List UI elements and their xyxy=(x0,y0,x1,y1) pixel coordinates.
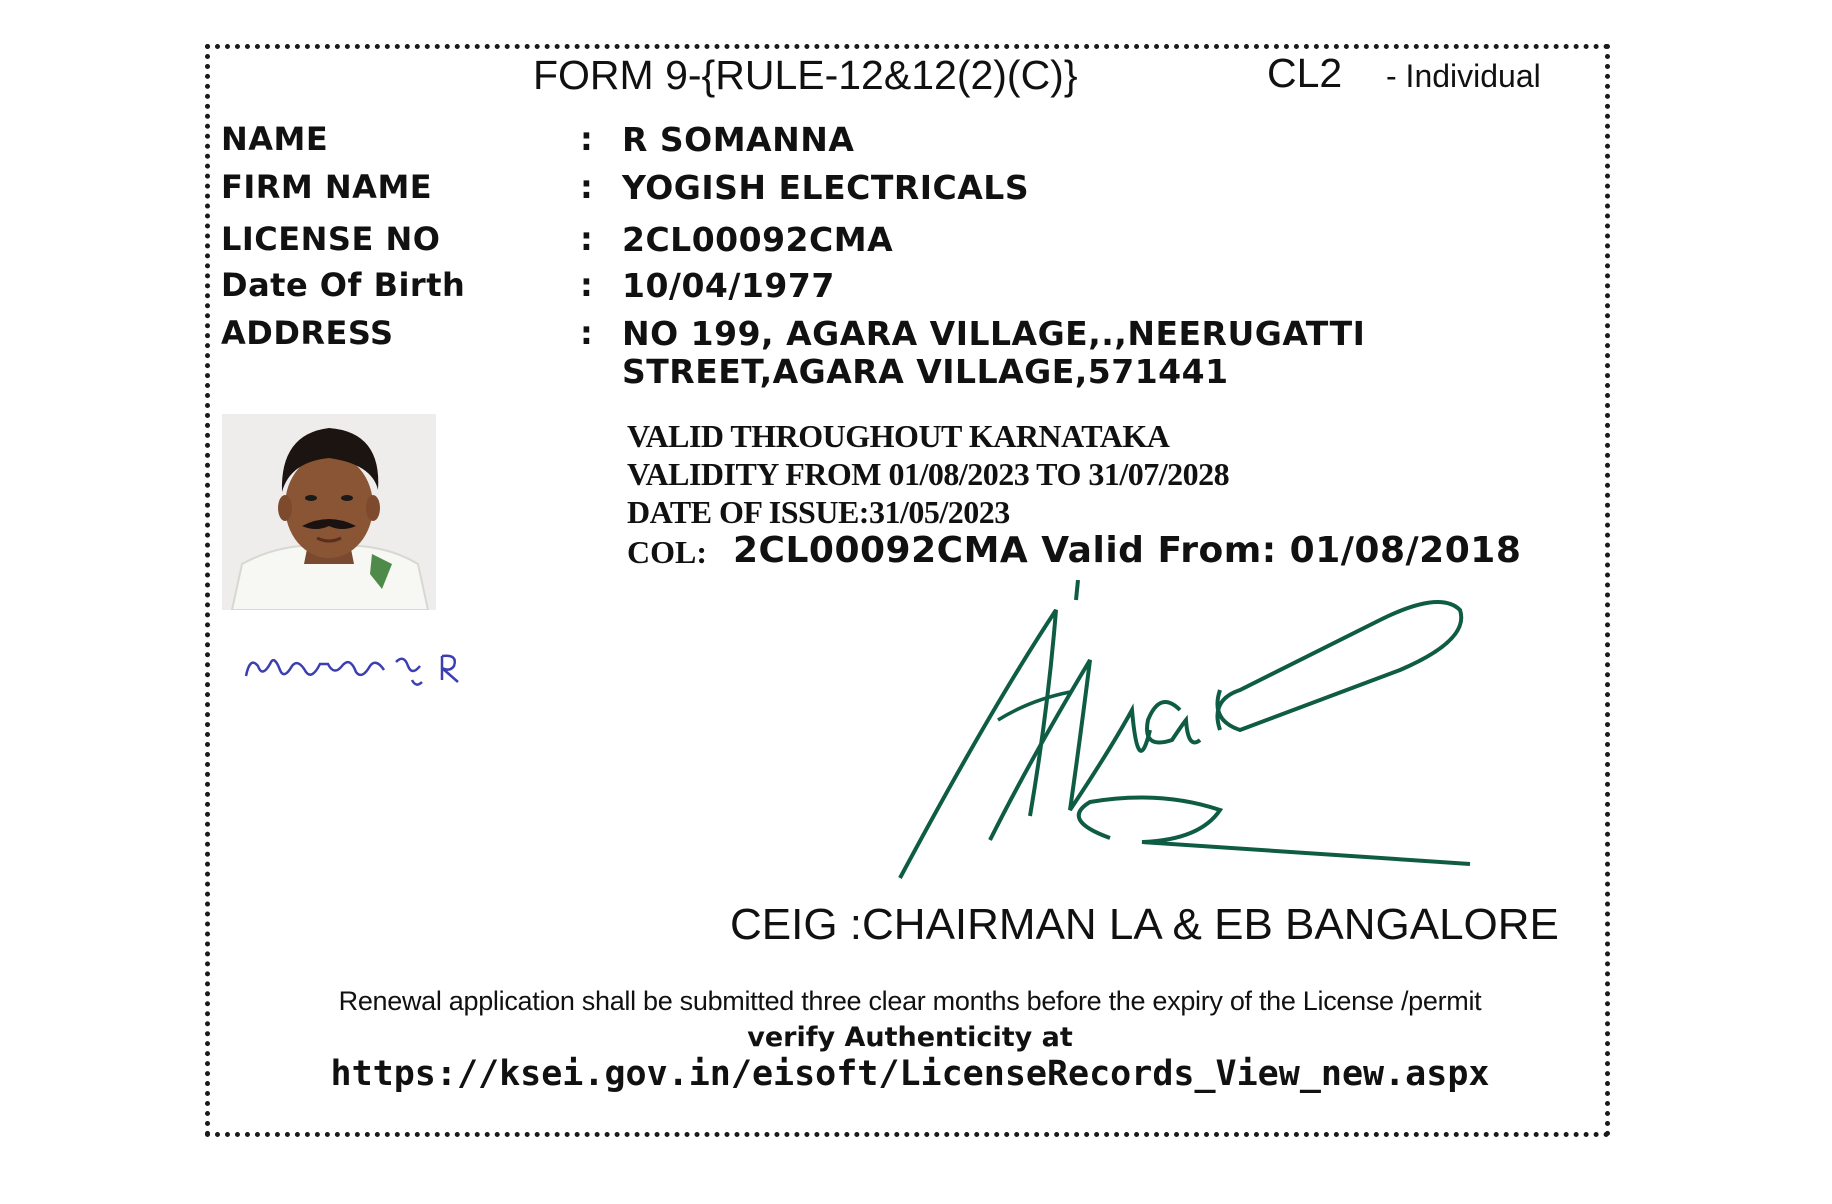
firm-name-label: FIRM NAME xyxy=(221,168,433,206)
license-no-colon: : xyxy=(580,220,593,258)
detail-row-name xyxy=(0,120,1832,164)
holder-photo xyxy=(222,414,436,610)
detail-row-license xyxy=(0,220,1832,264)
issuing-authority: CEIG :CHAIRMAN LA & EB BANGALORE xyxy=(730,900,1559,949)
detail-row-firm xyxy=(0,168,1832,212)
firm-name-colon: : xyxy=(580,168,593,206)
col-label: COL: xyxy=(627,534,707,570)
address-colon: : xyxy=(580,314,593,352)
name-value: R SOMANNA xyxy=(622,120,855,159)
category-code: CL2 xyxy=(1267,50,1343,96)
license-no-value: 2CL00092CMA xyxy=(622,220,894,259)
address-label: ADDRESS xyxy=(221,314,394,352)
name-label: NAME xyxy=(221,120,329,158)
license-no-label: LICENSE NO xyxy=(221,220,441,258)
verify-url[interactable]: https://ksei.gov.in/eisoft/LicenseRecords_View_new.aspx xyxy=(330,1054,1490,1094)
validity-period: VALIDITY FROM 01/08/2023 TO 31/07/2028 xyxy=(627,456,1230,492)
verify-text: verify Authenticity at xyxy=(747,1022,1073,1053)
portrait-image xyxy=(222,414,436,610)
dob-colon: : xyxy=(580,266,593,304)
validity-region: VALID THROUGHOUT KARNATAKA xyxy=(627,418,1170,454)
firm-name-value: YOGISH ELECTRICALS xyxy=(622,168,1030,207)
address-line2: STREET,AGARA VILLAGE,571441 xyxy=(622,352,1229,391)
holder-signature-image xyxy=(236,636,498,698)
dob-label: Date Of Birth xyxy=(221,266,466,304)
holder-signature xyxy=(236,636,498,698)
detail-row-dob xyxy=(0,266,1832,310)
issue-date: DATE OF ISSUE:31/05/2023 xyxy=(627,494,1010,530)
form-title: FORM 9-{RULE-12&12(2)(C)} xyxy=(533,52,1078,98)
authority-signature xyxy=(880,580,1480,880)
address-line1: NO 199, AGARA VILLAGE,.,NEERUGATTI xyxy=(622,314,1366,353)
col-value: 2CL00092CMA Valid From: 01/08/2018 xyxy=(733,530,1522,571)
dob-value: 10/04/1977 xyxy=(622,266,835,305)
name-colon: : xyxy=(580,120,593,158)
authority-signature-image xyxy=(880,580,1480,880)
category-type: - Individual xyxy=(1386,58,1541,94)
renewal-notice: Renewal application shall be submitted three clear months before the expiry of the License /permit xyxy=(338,986,1482,1016)
